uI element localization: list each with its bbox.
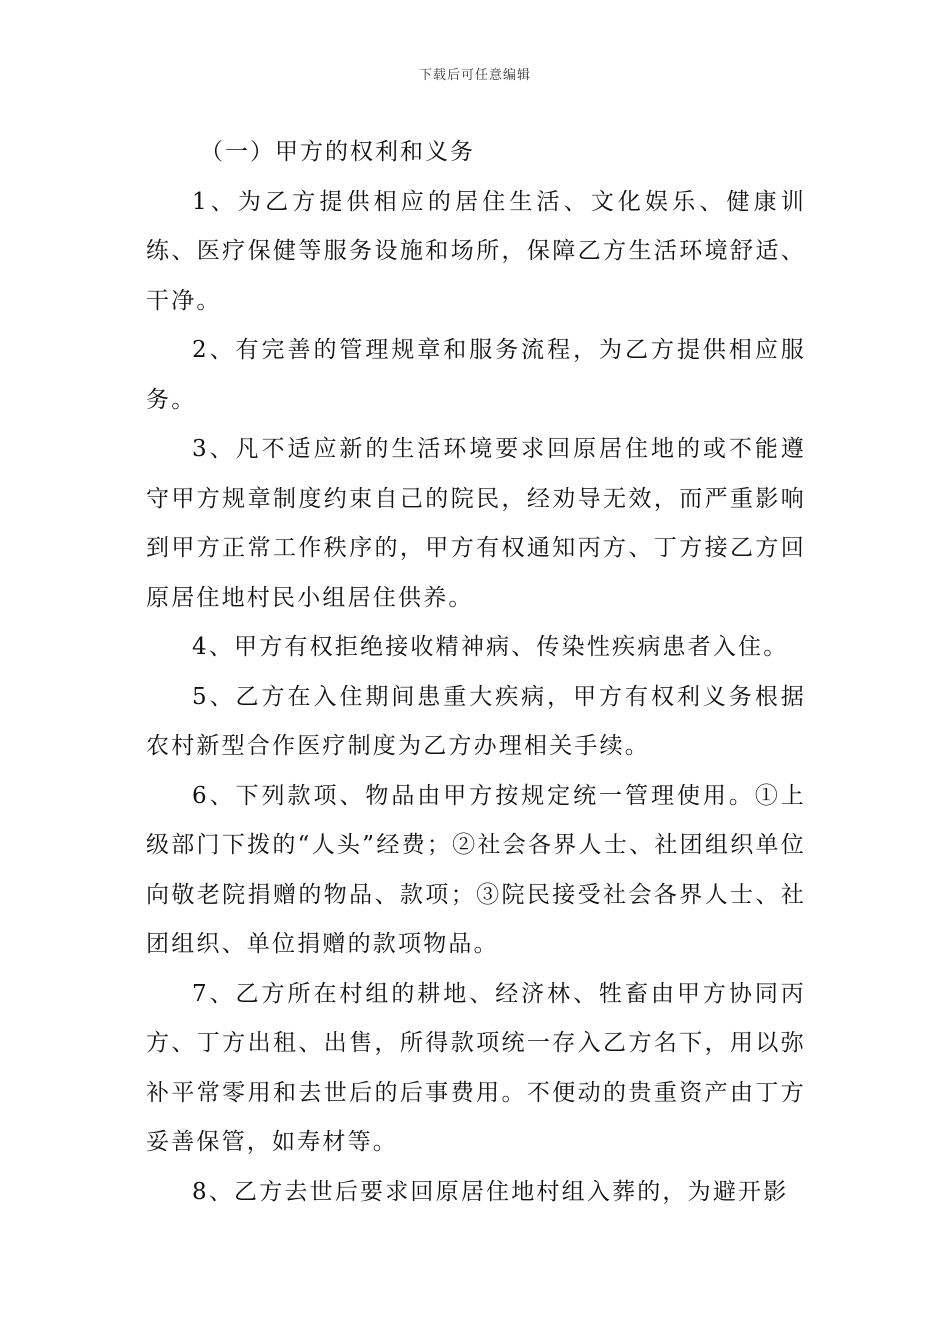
document-body — [146, 128, 806, 1217]
paragraph-6: 6、下列款项、物品由甲方按规定统一管理使用。①上级部门下拨的“人头”经费；②社会各界人士、社团组织单位向敬老院捐赠的物品、款项；③院民接受社会各界人士、社团组织、单位捐赠的款项物品。 — [146, 782, 806, 957]
section-title: （一）甲方的权利和义务 — [200, 139, 475, 165]
paragraph-3: 3、凡不适应新的生活环境要求回原居住地的或不能遵守甲方规章制度约束自己的院民，经劝导无效，而严重影响到甲方正常工作秩序的，甲方有权通知丙方、丁方接乙方回原居住地村民小组居住供养。 — [146, 436, 806, 611]
paragraph-7: 7、乙方所在村组的耕地、经济林、牲畜由甲方协同丙方、丁方出租、出售，所得款项统一存入乙方名下，用以弥补平常零用和去世后的后事费用。不便动的贵重资产由丁方妥善保管，如寿材等。 — [146, 980, 806, 1155]
paragraph-5: 5、乙方在入住期间患重大疾病，甲方有权利义务根据农村新型合作医疗制度为乙方办理相关手续。 — [146, 683, 806, 759]
paragraph-4: 4、甲方有权拒绝接收精神病、传染性疾病患者入住。 — [192, 634, 789, 660]
paragraph-1: 1、为乙方提供相应的居住生活、文化娱乐、健康训练、医疗保健等服务设施和场所，保障乙方生活环境舒适、干净。 — [146, 188, 806, 314]
page-header: 下载后可任意编辑 — [418, 68, 531, 83]
paragraph-8: 8、乙方去世后要求回原居住地村组入葬的，为避开影 — [192, 1178, 789, 1205]
paragraph-2: 2、有完善的管理规章和服务流程，为乙方提供相应服务。 — [146, 337, 806, 413]
